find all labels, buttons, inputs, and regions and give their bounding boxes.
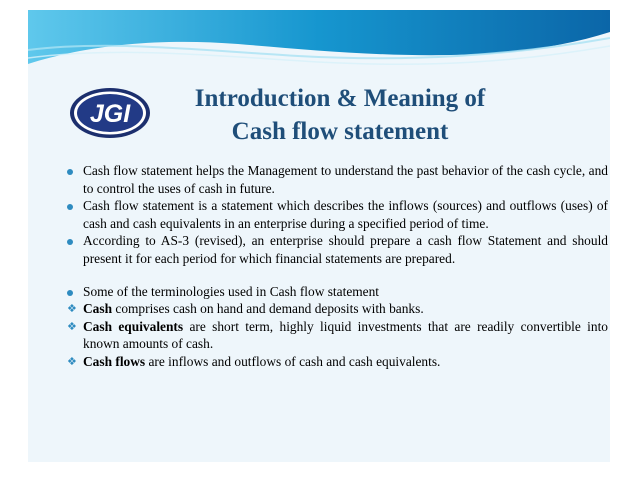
term-name: Cash flows — [83, 353, 146, 369]
bullet-item — [63, 232, 608, 267]
bullet-item — [63, 162, 608, 197]
bullet-text: According to AS-3 (revised), an enterprise should prepare a cash flow Statement and should present it for each period for which financial statements are prepared. — [83, 233, 608, 266]
term-item — [63, 353, 608, 371]
diamond-bullet-icon: ❖ — [67, 302, 77, 316]
bullet-dot-icon — [67, 162, 73, 180]
bullet-item — [63, 283, 608, 301]
term-definition: comprises cash on hand and demand deposits with banks. — [112, 301, 424, 317]
term-definition: are inflows and outflows of cash and cash equivalents. — [145, 353, 441, 369]
bullet-item — [63, 197, 608, 232]
bullet-dot-icon — [67, 232, 73, 250]
term-definition: are short term, highly liquid investments that are readily convertible into known amounts of cash. — [83, 318, 608, 352]
slide — [28, 10, 610, 462]
diamond-bullet-icon: ❖ — [67, 354, 77, 368]
bullet-text: Cash flow statement helps the Management to understand the past behavior of the cash cycle, and to control the uses of cash in future. — [83, 163, 608, 196]
slide-body — [63, 162, 608, 371]
bullet-dot-icon — [67, 283, 73, 301]
slide-title — [140, 82, 540, 148]
bullet-text: Some of the terminologies used in Cash flow statement — [83, 283, 380, 299]
term-name: Cash — [83, 301, 113, 317]
title-line-2: Cash flow statement — [231, 118, 449, 145]
logo-text: JGI — [89, 100, 131, 128]
term-item — [63, 318, 608, 353]
diamond-bullet-icon: ❖ — [67, 319, 77, 333]
term-name: Cash equivalents — [83, 318, 184, 334]
bullet-text: Cash flow statement is a statement which describes the inflows (sources) and outflows (uses) of cash and cash equivalents in an enterprise during a specified period of time. — [83, 198, 608, 231]
term-item — [63, 300, 608, 318]
bullet-dot-icon — [67, 197, 73, 215]
wave-banner — [28, 10, 610, 80]
title-line-1: Introduction & Meaning of — [194, 85, 486, 112]
